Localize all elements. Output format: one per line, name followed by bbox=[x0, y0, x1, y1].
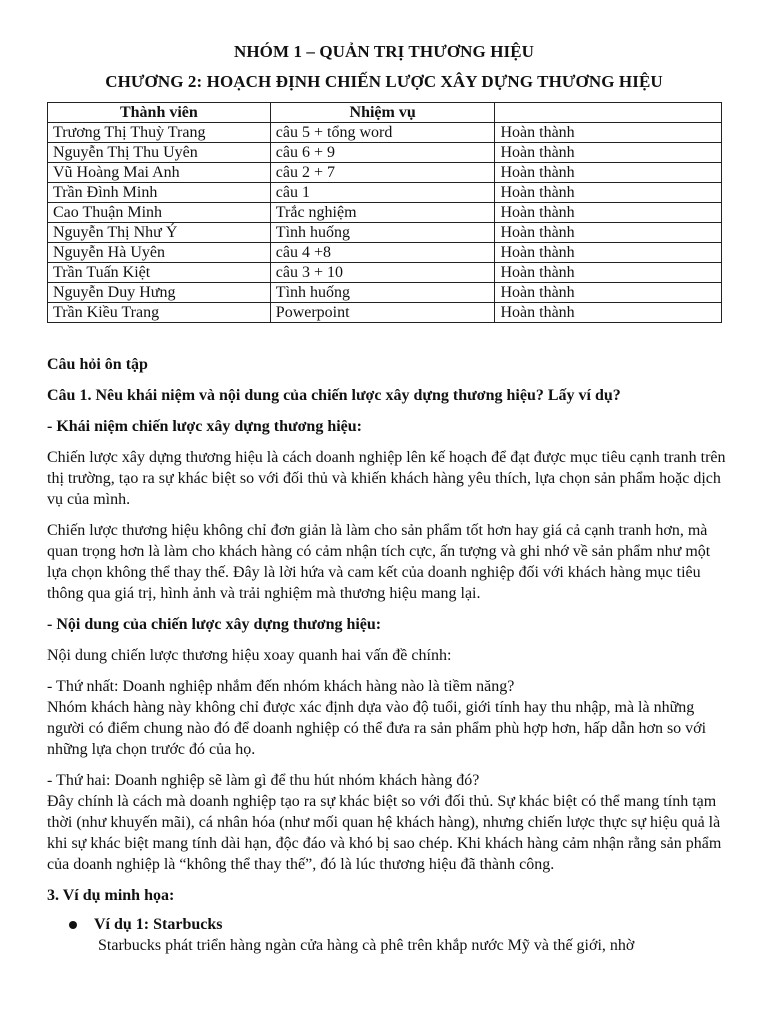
example-1-item bbox=[47, 914, 727, 956]
bullet-icon bbox=[69, 921, 77, 929]
table-cell-task: Tình huống bbox=[270, 283, 495, 303]
table-cell-member: Cao Thuận Minh bbox=[48, 203, 271, 223]
table-row bbox=[48, 303, 722, 323]
table-row bbox=[48, 203, 722, 223]
column-header-member: Thành viên bbox=[48, 103, 271, 123]
question-1: Câu 1. Nêu khái niệm và nội dung của chiến lược xây dựng thương hiệu? Lấy ví dụ? bbox=[47, 387, 621, 404]
table-cell-task: câu 5 + tổng word bbox=[270, 123, 495, 143]
content-intro: Nội dung chiến lược thương hiệu xoay quanh hai vấn đề chính: bbox=[47, 647, 452, 664]
table-cell-task: Trắc nghiệm bbox=[270, 203, 495, 223]
table-cell-task: Tình huống bbox=[270, 223, 495, 243]
first-question: - Thứ nhất: Doanh nghiệp nhắm đến nhóm khách hàng nào là tiềm năng? bbox=[47, 678, 515, 695]
table-row bbox=[48, 183, 722, 203]
concept-paragraph-2: Chiến lược thương hiệu không chỉ đơn giản là làm cho sản phẩm tốt hơn hay giá cả cạnh tranh hơn, mà quan trọng hơn là làm cho khách hàng có cảm nhận tích cực, ấn tượng và ghi nhớ về sản phẩm như một lựa chọn không thể thay thế. Đây là lời hứa và cam kết của doanh nghiệp đối với khách hàng mục tiêu thông qua giá trị, hình ảnh và trải nghiệm mà thương hiệu mang lại. bbox=[47, 522, 711, 602]
table-cell-member: Trần Đình Minh bbox=[48, 183, 271, 203]
table-cell-task: Powerpoint bbox=[270, 303, 495, 323]
table-cell-status: Hoàn thành bbox=[495, 163, 722, 183]
table-row bbox=[48, 263, 722, 283]
column-header-status bbox=[495, 103, 722, 123]
table-cell-task: câu 1 bbox=[270, 183, 495, 203]
concept-paragraph-1: Chiến lược xây dựng thương hiệu là cách doanh nghiệp lên kế hoạch để đạt được mục tiêu cạnh tranh trên thị trường, tạo ra sự khác biệt so với đối thủ và khiến khách hàng yêu thích, lựa chọn sản phẩm hoặc dịch vụ của mình. bbox=[47, 449, 726, 508]
table-row bbox=[48, 223, 722, 243]
table-cell-status: Hoàn thành bbox=[495, 203, 722, 223]
table-body bbox=[48, 123, 722, 323]
table-cell-member: Trần Tuấn Kiệt bbox=[48, 263, 271, 283]
table-cell-status: Hoàn thành bbox=[495, 223, 722, 243]
table-cell-member: Nguyễn Hà Uyên bbox=[48, 243, 271, 263]
example-1-text: Starbucks phát triển hàng ngàn cửa hàng cà phê trên khắp nước Mỹ và thế giới, nhờ bbox=[98, 937, 635, 954]
table-cell-status: Hoàn thành bbox=[495, 263, 722, 283]
first-answer: Nhóm khách hàng này không chỉ được xác định dựa vào độ tuổi, giới tính hay thu nhập, mà là những người có điểm chung nào đó để doanh nghiệp có thể đưa ra sản phẩm phù hợp hơn, hấp dẫn hơn so với những lựa chọn trước đó của họ. bbox=[47, 699, 707, 758]
table-cell-member: Nguyễn Duy Hưng bbox=[48, 283, 271, 303]
document-body bbox=[47, 354, 727, 956]
table-cell-task: câu 2 + 7 bbox=[270, 163, 495, 183]
table-row bbox=[48, 163, 722, 183]
table-cell-status: Hoàn thành bbox=[495, 283, 722, 303]
table-cell-member: Nguyễn Thị Thu Uyên bbox=[48, 143, 271, 163]
table-cell-member: Nguyễn Thị Như Ý bbox=[48, 223, 271, 243]
table-cell-task: câu 3 + 10 bbox=[270, 263, 495, 283]
table-cell-task: câu 6 + 9 bbox=[270, 143, 495, 163]
example-1-title: Ví dụ 1: Starbucks bbox=[94, 916, 223, 933]
table-cell-member: Vũ Hoàng Mai Anh bbox=[48, 163, 271, 183]
second-answer: Đây chính là cách mà doanh nghiệp tạo ra sự khác biệt so với đối thủ. Sự khác biệt có thể mang tính tạm thời (như khuyến mãi), cá nhân hóa (như mối quan hệ khách hàng), nhưng chiến lược thực sự hiệu quả là khi sự khác biệt mang tính dài hạn, độc đáo và khó bị sao chép. Khi khách hàng cảm nhận rằng sản phẩm của doanh nghiệp là “không thể thay thế”, đó là lúc thương hiệu đã thành công. bbox=[47, 793, 722, 873]
table-cell-status: Hoàn thành bbox=[495, 143, 722, 163]
table-cell-status: Hoàn thành bbox=[495, 183, 722, 203]
review-heading: Câu hỏi ôn tập bbox=[47, 356, 148, 373]
document-title: NHÓM 1 – QUẢN TRỊ THƯƠNG HIỆU bbox=[233, 42, 535, 61]
table-cell-status: Hoàn thành bbox=[495, 303, 722, 323]
example-heading: 3. Ví dụ minh họa: bbox=[47, 887, 175, 904]
table-header-row bbox=[48, 103, 722, 123]
chapter-title: CHƯƠNG 2: HOẠCH ĐỊNH CHIẾN LƯỢC XÂY DỰNG THƯƠNG HIỆU bbox=[105, 72, 663, 91]
member-task-table bbox=[47, 102, 722, 323]
table-cell-task: câu 4 +8 bbox=[270, 243, 495, 263]
column-header-task: Nhiệm vụ bbox=[270, 103, 495, 123]
table-row bbox=[48, 143, 722, 163]
table-cell-member: Trần Kiều Trang bbox=[48, 303, 271, 323]
table-row bbox=[48, 283, 722, 303]
table-cell-status: Hoàn thành bbox=[495, 123, 722, 143]
table-row bbox=[48, 243, 722, 263]
table-row bbox=[48, 123, 722, 143]
content-heading: - Nội dung của chiến lược xây dựng thương hiệu: bbox=[47, 616, 382, 633]
table-cell-status: Hoàn thành bbox=[495, 243, 722, 263]
second-question: - Thứ hai: Doanh nghiệp sẽ làm gì để thu hút nhóm khách hàng đó? bbox=[47, 772, 480, 789]
concept-heading: - Khái niệm chiến lược xây dựng thương hiệu: bbox=[47, 418, 362, 435]
table-cell-member: Trương Thị Thuỳ Trang bbox=[48, 123, 271, 143]
